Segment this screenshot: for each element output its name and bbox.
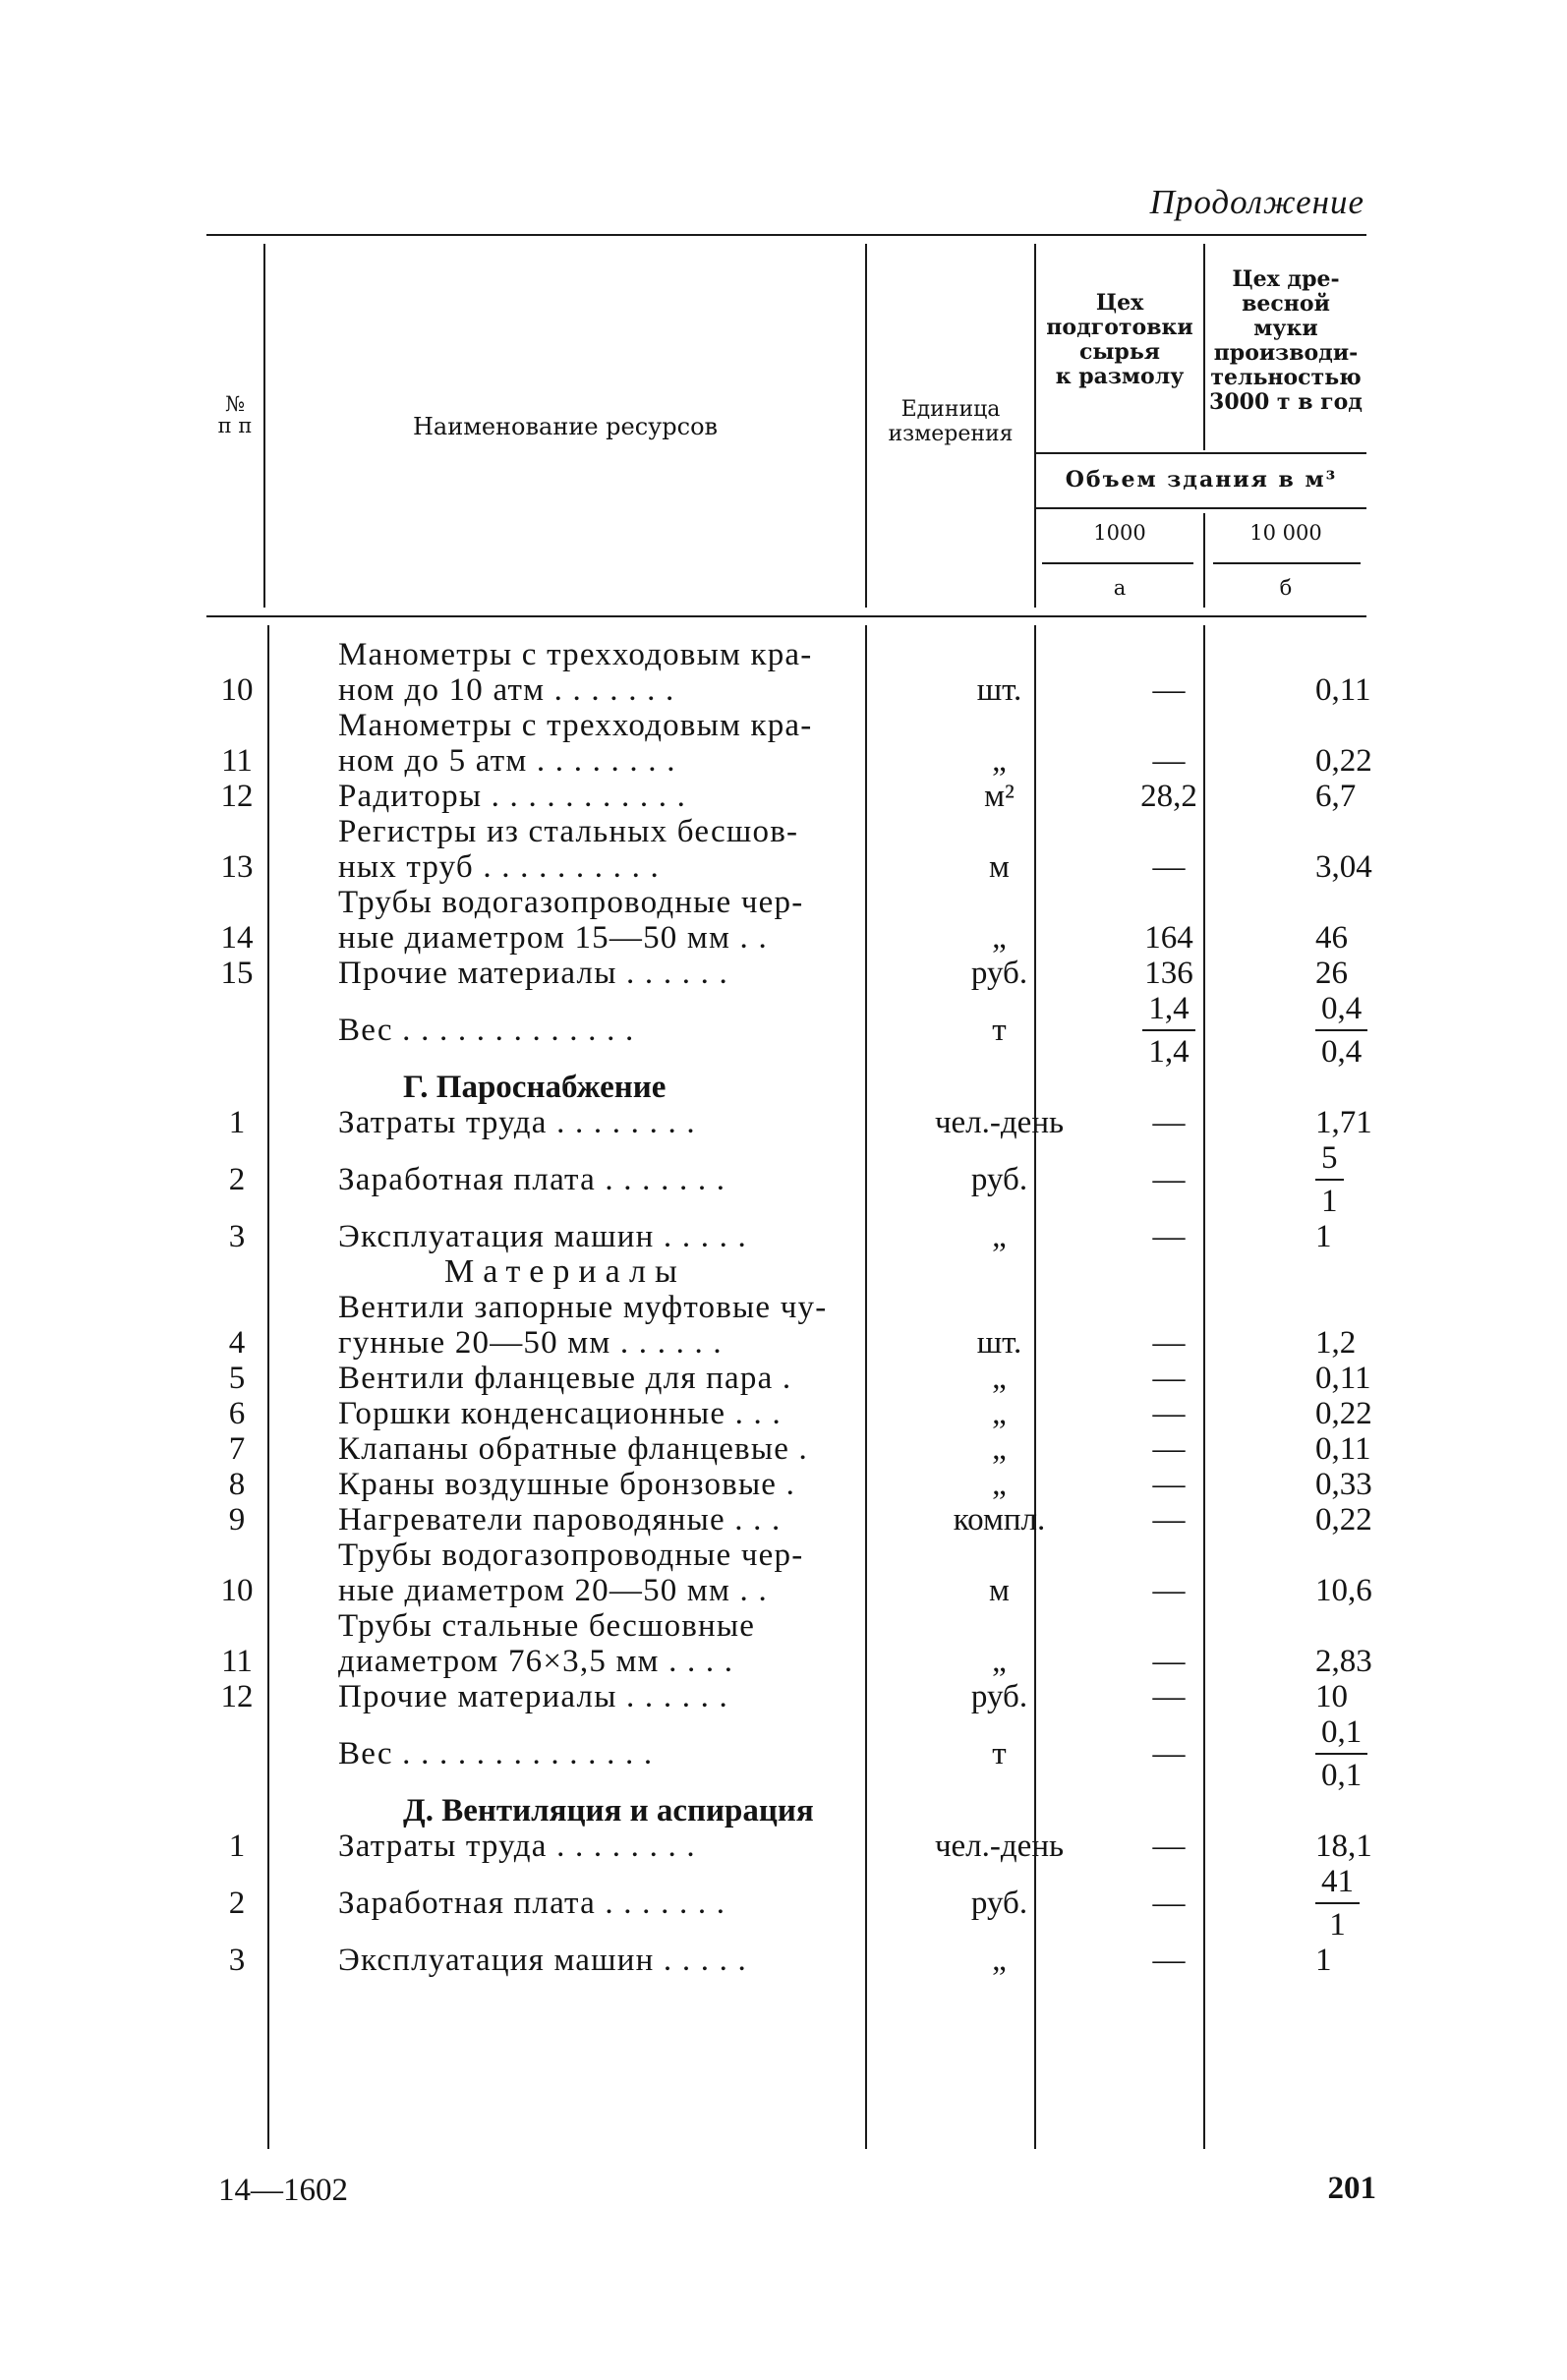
value-b-fraction-denominator: 1	[1329, 1907, 1346, 1943]
value-b-fraction-numerator: 0,1	[1315, 1715, 1367, 1755]
resource-name	[267, 885, 913, 956]
value-col-b: 2,83	[1315, 1644, 1372, 1679]
value-col-a: —	[1152, 1361, 1186, 1396]
row-number: 2	[228, 1162, 246, 1197]
section-heading-row	[206, 1793, 1500, 1829]
value-col-a: —	[1152, 1219, 1186, 1254]
row-number: 10	[220, 672, 254, 708]
value-b-fraction-denominator: 0,4	[1321, 1034, 1363, 1070]
value-col-b: 1,71	[1315, 1105, 1372, 1140]
unit-of-measure: чел.-день	[934, 1105, 1065, 1140]
unit-of-measure: „	[992, 1396, 1007, 1431]
unit-of-measure: „	[992, 1431, 1007, 1467]
unit-of-measure: руб.	[970, 956, 1028, 991]
resource-name-line: Эксплуатация машин . . . . .	[338, 1219, 747, 1254]
value-col-b: 0,33	[1315, 1467, 1372, 1502]
value-col-a: —	[1152, 849, 1186, 885]
volume-rule-top	[1034, 452, 1366, 454]
resources-table	[206, 637, 1500, 1978]
resource-name	[267, 1140, 913, 1219]
value-col-a: 164	[1144, 920, 1193, 956]
value-col-a	[1085, 991, 1252, 1070]
resource-name	[267, 1943, 913, 1978]
value-col-a: 28,2	[1140, 779, 1197, 814]
value-col-b: 1	[1315, 1943, 1332, 1978]
resource-name	[267, 1467, 913, 1502]
row-number	[206, 1714, 267, 1793]
header-num: № п п	[217, 392, 253, 437]
unit-of-measure: „	[992, 1219, 1007, 1254]
resource-name	[267, 708, 913, 779]
section-heading-row	[206, 1070, 1500, 1105]
row-number: 12	[220, 1679, 254, 1714]
resource-name-line: ном до 5 атм . . . . . . . .	[338, 743, 676, 779]
letter-rule-a	[1042, 562, 1193, 564]
table-row	[206, 991, 1500, 1070]
table-row	[206, 1219, 1500, 1254]
resource-name-line: Заработная плата . . . . . . .	[338, 1162, 726, 1197]
resource-name	[267, 637, 913, 708]
footer-signature: 14—1602	[218, 2173, 348, 2208]
row-number: 1	[228, 1105, 246, 1140]
resource-name-line: ных труб . . . . . . . . . .	[338, 849, 660, 885]
resource-name	[267, 779, 913, 814]
unit-of-measure: т	[992, 1736, 1007, 1771]
value-col-b: 3,04	[1315, 849, 1372, 885]
value-col-a: —	[1152, 1396, 1186, 1431]
value-b-fraction	[1315, 1715, 1367, 1792]
resource-name-line: Прочие материалы . . . . . .	[338, 956, 728, 991]
value-col-b: 18,1	[1315, 1829, 1372, 1864]
value-col-a: —	[1152, 1431, 1186, 1467]
value-col-a: —	[1152, 1502, 1186, 1538]
resource-name	[267, 1864, 913, 1943]
resource-name-line: Манометры с трехходовым кра-	[338, 637, 813, 672]
resource-name-line: Нагреватели пароводяные . . .	[338, 1502, 782, 1538]
value-b-fraction	[1315, 1865, 1360, 1942]
resource-name-line: Эксплуатация машин . . . . .	[338, 1943, 747, 1978]
table-row	[206, 1105, 1500, 1140]
value-col-b: 26	[1315, 956, 1348, 991]
table-row	[206, 1396, 1500, 1431]
unit-of-measure: „	[992, 1361, 1007, 1396]
unit-of-measure: шт.	[976, 672, 1022, 708]
table-row	[206, 1502, 1500, 1538]
resource-name-line: Манометры с трехходовым кра-	[338, 708, 813, 743]
value-col-a: —	[1152, 1736, 1186, 1771]
row-number: 7	[228, 1431, 246, 1467]
table-row	[206, 1538, 1500, 1608]
resource-name-line: Горшки конденсационные . . .	[338, 1396, 782, 1431]
unit-of-measure: руб.	[970, 1679, 1028, 1714]
value-col-a: —	[1152, 1644, 1186, 1679]
value-col-b	[1252, 1714, 1500, 1793]
table-row	[206, 1679, 1500, 1714]
table-row	[206, 885, 1500, 956]
unit-of-measure: т	[992, 1013, 1007, 1048]
row-number: 5	[228, 1361, 246, 1396]
table-row	[206, 708, 1500, 779]
resource-name	[267, 1502, 913, 1538]
value-col-a: —	[1152, 1943, 1186, 1978]
resource-name-line: Затраты труда . . . . . . . .	[338, 1829, 696, 1864]
unit-of-measure: „	[992, 1644, 1007, 1679]
value-col-a: —	[1152, 1679, 1186, 1714]
header-bottom-rule	[206, 615, 1366, 617]
value-col-a: 136	[1144, 956, 1193, 991]
value-col-b: 0,22	[1315, 1396, 1372, 1431]
unit-of-measure: м	[989, 1573, 1010, 1608]
top-rule	[206, 234, 1366, 236]
table-row	[206, 1864, 1500, 1943]
unit-of-measure: руб.	[970, 1886, 1028, 1921]
value-col-b: 1	[1315, 1219, 1332, 1254]
table-row	[206, 1943, 1500, 1978]
resource-name	[267, 814, 913, 885]
resource-name	[267, 1714, 913, 1793]
row-number	[206, 991, 267, 1070]
row-number: 1	[228, 1829, 246, 1864]
table-body	[206, 637, 1500, 1978]
table-row	[206, 1829, 1500, 1864]
resource-name-line: Затраты труда . . . . . . . .	[338, 1105, 696, 1140]
resource-name	[267, 956, 913, 991]
weight-a	[1142, 992, 1194, 1069]
row-number: 10	[220, 1573, 254, 1608]
unit-of-measure: руб.	[970, 1162, 1028, 1197]
header-unit: Единица измерения	[888, 397, 1014, 446]
value-col-b: 10	[1315, 1679, 1348, 1714]
row-number: 4	[228, 1325, 246, 1361]
resource-name-line: Прочие материалы . . . . . .	[338, 1679, 728, 1714]
value-col-a: —	[1152, 1573, 1186, 1608]
continuation-label: Продолжение	[1149, 183, 1364, 221]
row-number: 11	[221, 1644, 253, 1679]
unit-of-measure: шт.	[976, 1325, 1022, 1361]
header-letter-b: б	[1279, 576, 1293, 600]
resource-name-line: Трубы водогазопроводные чер-	[338, 885, 804, 920]
table-row	[206, 1290, 1500, 1361]
resource-name-line: Трубы водогазопроводные чер-	[338, 1538, 804, 1573]
weight-a-numerator: 1,4	[1142, 992, 1194, 1031]
value-col-a: —	[1152, 1162, 1186, 1197]
resource-name-line: Радиторы . . . . . . . . . . .	[338, 779, 687, 814]
table-row	[206, 1608, 1500, 1679]
resource-name-line: Вентили фланцевые для пара .	[338, 1361, 792, 1396]
unit-of-measure: м²	[984, 779, 1015, 814]
resource-name-line: Трубы стальные бесшовные	[338, 1608, 756, 1644]
value-col-a: —	[1152, 1325, 1186, 1361]
page-number: 201	[1327, 2171, 1376, 2206]
row-number: 3	[228, 1943, 246, 1978]
row-number: 13	[220, 849, 254, 885]
table-row	[206, 637, 1500, 708]
resource-name	[267, 1829, 913, 1864]
header-vol-a: 1000	[1093, 521, 1146, 545]
table-row	[206, 1361, 1500, 1396]
resource-name-line: Регистры из стальных бесшов-	[338, 814, 799, 849]
value-b-fraction	[1315, 1141, 1344, 1218]
resource-name-line: ные диаметром 20—50 мм . .	[338, 1573, 768, 1608]
table-row	[206, 1140, 1500, 1219]
row-number: 14	[220, 920, 254, 956]
resource-name	[267, 1105, 913, 1140]
value-col-a: —	[1152, 1467, 1186, 1502]
resource-name-line: ном до 10 атм . . . . . . .	[338, 672, 675, 708]
unit-of-measure: „	[992, 1467, 1007, 1502]
section-title: Материалы	[444, 1253, 686, 1290]
row-number: 9	[228, 1502, 246, 1538]
table-row	[206, 779, 1500, 814]
row-number: 2	[228, 1886, 246, 1921]
subsection-heading-row	[206, 1254, 1500, 1290]
value-col-a: —	[1152, 672, 1186, 708]
resource-name-line: Вес . . . . . . . . . . . . . .	[338, 1736, 654, 1771]
resource-name-line: Заработная плата . . . . . . .	[338, 1886, 726, 1921]
resource-name	[267, 1290, 913, 1361]
section-title: Г. Пароснабжение	[403, 1070, 667, 1105]
unit-of-measure: „	[992, 743, 1007, 779]
resource-name-line: ные диаметром 15—50 мм . .	[338, 920, 768, 956]
value-col-a: —	[1152, 1829, 1186, 1864]
header-letter-a: а	[1113, 576, 1127, 600]
weight-a-denominator: 1,4	[1148, 1034, 1190, 1070]
value-col-a: —	[1152, 1105, 1186, 1140]
value-col-b	[1252, 1140, 1500, 1219]
resource-name	[267, 991, 913, 1070]
value-col-b: 0,11	[1315, 1431, 1371, 1467]
table-row	[206, 956, 1500, 991]
table-row	[206, 814, 1500, 885]
resource-name	[267, 1608, 913, 1679]
header-col-a: Цех подготовки сырья к размолу	[1046, 290, 1193, 389]
resource-name	[267, 1538, 913, 1608]
table-row	[206, 1431, 1500, 1467]
resource-name	[267, 1219, 913, 1254]
header-name: Наименование ресурсов	[412, 413, 719, 440]
value-b-fraction-numerator: 41	[1315, 1865, 1360, 1904]
value-col-b: 10,6	[1315, 1573, 1372, 1608]
header-volume: Объем здания в м³	[1065, 467, 1338, 493]
value-col-b: 1,2	[1315, 1325, 1357, 1361]
resource-name-line: диаметром 76×3,5 мм . . . .	[338, 1644, 734, 1679]
resource-name-line: Вентили запорные муфтовые чу-	[338, 1290, 828, 1325]
table-row	[206, 1467, 1500, 1502]
row-number: 8	[228, 1467, 246, 1502]
value-b-fraction-numerator: 0,4	[1315, 992, 1367, 1031]
row-number: 11	[221, 743, 253, 779]
value-col-b: 6,7	[1315, 779, 1357, 814]
value-col-b: 46	[1315, 920, 1348, 956]
resource-name-line: Вес . . . . . . . . . . . . .	[338, 1013, 635, 1048]
letter-rule-b	[1213, 562, 1361, 564]
unit-of-measure: компл.	[953, 1502, 1046, 1538]
resource-name-line: Клапаны обратные фланцевые .	[338, 1431, 808, 1467]
value-col-b: 0,11	[1315, 672, 1371, 708]
value-b-fraction	[1315, 992, 1367, 1069]
section-title: Д. Вентиляция и аспирация	[403, 1793, 814, 1829]
value-col-b: 0,22	[1315, 1502, 1372, 1538]
value-col-b	[1252, 991, 1500, 1070]
value-col-a: —	[1152, 743, 1186, 779]
value-b-fraction-denominator: 0,1	[1321, 1758, 1363, 1793]
resource-name	[267, 1396, 913, 1431]
unit-of-measure: „	[992, 1943, 1007, 1978]
row-number: 12	[220, 779, 254, 814]
header-vol-b: 10 000	[1249, 521, 1322, 545]
value-col-b	[1252, 1864, 1500, 1943]
unit-of-measure: м	[989, 849, 1010, 885]
value-col-b: 0,22	[1315, 743, 1372, 779]
row-number: 3	[228, 1219, 246, 1254]
header-col-b: Цех дре- весной муки производи- тельностью 3000 т в год	[1209, 266, 1363, 415]
value-col-b: 0,11	[1315, 1361, 1371, 1396]
resource-name	[267, 1361, 913, 1396]
unit-of-measure: „	[992, 920, 1007, 956]
volume-rule-bottom	[1034, 507, 1366, 509]
resource-name	[267, 1679, 913, 1714]
resource-name-line: гунные 20—50 мм . . . . . .	[338, 1325, 723, 1361]
row-number: 15	[220, 956, 254, 991]
value-b-fraction-denominator: 1	[1321, 1184, 1338, 1219]
value-b-fraction-numerator: 5	[1315, 1141, 1344, 1181]
resource-name-line: Краны воздушные бронзовые .	[338, 1467, 796, 1502]
resource-name	[267, 1431, 913, 1467]
table-row	[206, 1714, 1500, 1793]
row-number: 6	[228, 1396, 246, 1431]
value-col-a: —	[1152, 1886, 1186, 1921]
unit-of-measure: чел.-день	[934, 1829, 1065, 1864]
